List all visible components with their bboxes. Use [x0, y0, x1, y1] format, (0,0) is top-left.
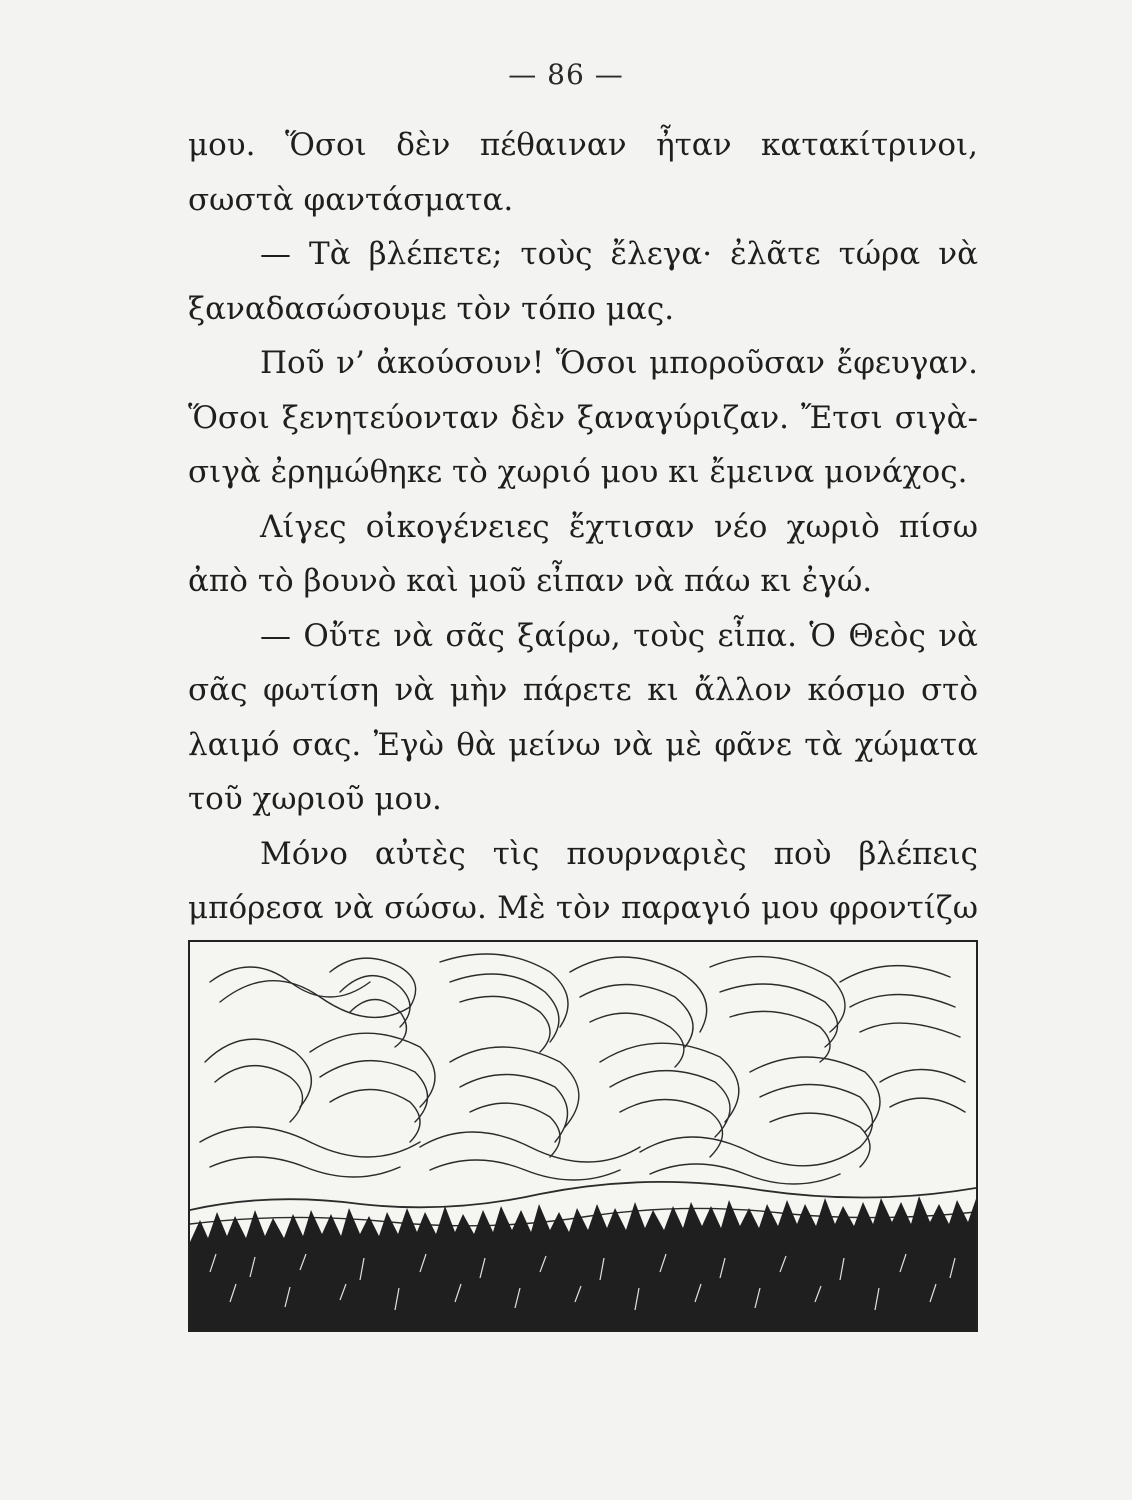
hill-horizon [190, 1182, 976, 1210]
paragraph-4: Λίγες οἰκογένειες ἔχτισαν νέο χωριὸ πίσω ἀπὸ τὸ βουνὸ καὶ μοῦ εἶπαν νὰ πάω κι ἐγώ. [188, 508, 978, 599]
paragraph-1: μου. Ὅσοι δὲν πέθαιναν ἦταν κατακίτρινοι, σωστὰ φαντάσματα. [188, 127, 978, 218]
paragraph-3: Ποῦ ν’ ἀκούσουν! Ὅσοι μποροῦσαν ἔφευγαν. Ὅσοι ξενητεύονταν δὲν ξαναγύριζαν. Ἔτσι σιγὰ-σιγὰ ἐρημώθηκε τὸ χωριό μου κι ἔμεινα μονάχος. [188, 345, 978, 490]
page-number: — 86 — [508, 58, 624, 91]
paragraph-5: — Οὔτε νὰ σᾶς ξαίρω, τοὺς εἶπα. Ὁ Θεὸς νὰ σᾶς φωτίση νὰ μὴν πάρετε κι ἄλλον κόσμο στὸ λαιμό σας. Ἐγὼ θὰ μείνω νὰ μὲ φᾶνε τὰ χώματα τοῦ χωριοῦ μου. [188, 617, 978, 817]
illustration [188, 940, 978, 1332]
cloud-swirls [200, 954, 965, 1184]
cloud-landscape-engraving [190, 942, 976, 1330]
paragraph-2: — Τὰ βλέπετε; τοὺς ἔλεγα· ἐλᾶτε τώρα νὰ ξαναδασώσουμε τὸν τόπο μας. [188, 236, 978, 327]
forest-band [190, 1194, 976, 1330]
paragraph-6-text: Μόνο αὐτὲς τὶς πουρναριὲς ποὺ βλέπεις μπόρεσα νὰ σώσω. Μὲ τὸν παραγιό μου φροντίζω [188, 835, 978, 926]
